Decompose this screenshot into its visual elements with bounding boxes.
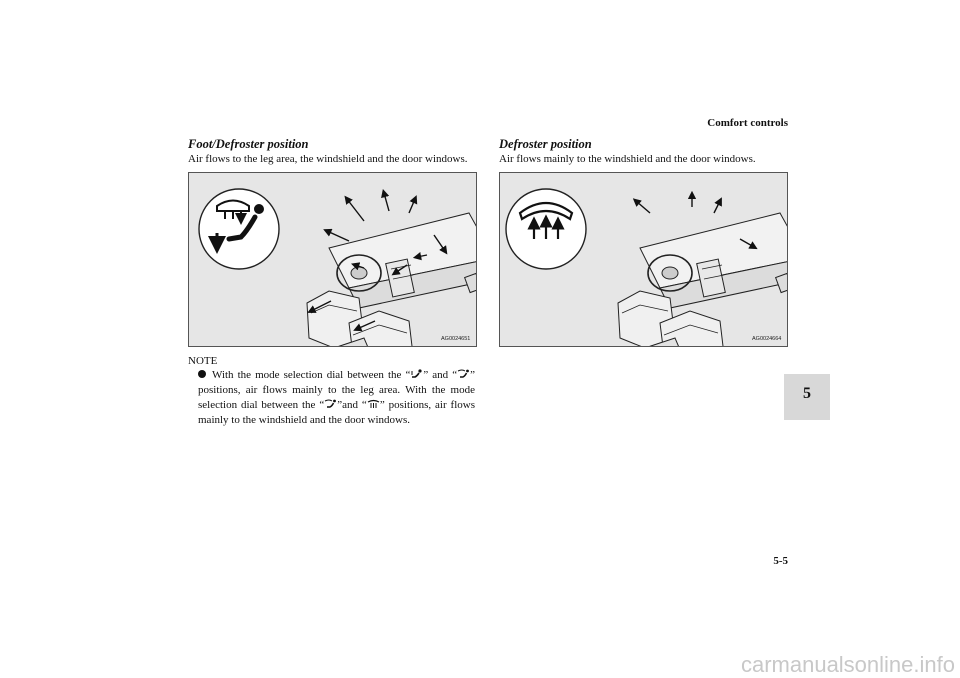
foot-defroster-mode-icon bbox=[324, 399, 337, 409]
section-title-defroster: Defroster position bbox=[499, 137, 592, 151]
defroster-mode-icon bbox=[367, 399, 380, 409]
figure-defroster bbox=[499, 172, 788, 347]
figure-foot-defroster bbox=[188, 172, 477, 347]
section-title-foot-defroster: Foot/Defroster position bbox=[188, 137, 309, 151]
chapter-tab bbox=[784, 374, 830, 420]
foot-defroster-mode-icon bbox=[199, 189, 279, 269]
note-text-4: ”and “ bbox=[337, 399, 367, 411]
figure-id-left: AG0024651 bbox=[441, 336, 471, 342]
foot-mode-icon bbox=[410, 369, 423, 379]
defroster-mode-icon bbox=[506, 189, 586, 269]
bullet-icon bbox=[198, 370, 206, 378]
note-text-2: ” and “ bbox=[423, 369, 458, 381]
section-description-foot-defroster: Air flows to the leg area, the windshield and the door windows. bbox=[188, 153, 468, 165]
header-title: Comfort controls bbox=[707, 117, 788, 129]
note-text-1: With the mode selection dial between the “ bbox=[212, 369, 411, 381]
note-text-5: ” positions, air flows mainly to the windshield and the door windows. bbox=[198, 399, 475, 426]
dashboard-illustration bbox=[618, 213, 787, 346]
section-description-defroster: Air flows mainly to the windshield and the door windows. bbox=[499, 153, 756, 165]
figure-id-right: AG0024664 bbox=[752, 336, 782, 342]
watermark: carmanualsonline.info bbox=[740, 652, 955, 677]
note-body bbox=[198, 368, 475, 428]
page-number: 5-5 bbox=[773, 555, 788, 567]
note-label: NOTE bbox=[188, 355, 218, 367]
foot-defroster-mode-icon bbox=[457, 369, 470, 379]
note-text-3: ” positions, air flows mainly to the leg area. With the mode selection dial between the “ bbox=[198, 369, 475, 411]
chapter-number: 5 bbox=[803, 385, 811, 402]
